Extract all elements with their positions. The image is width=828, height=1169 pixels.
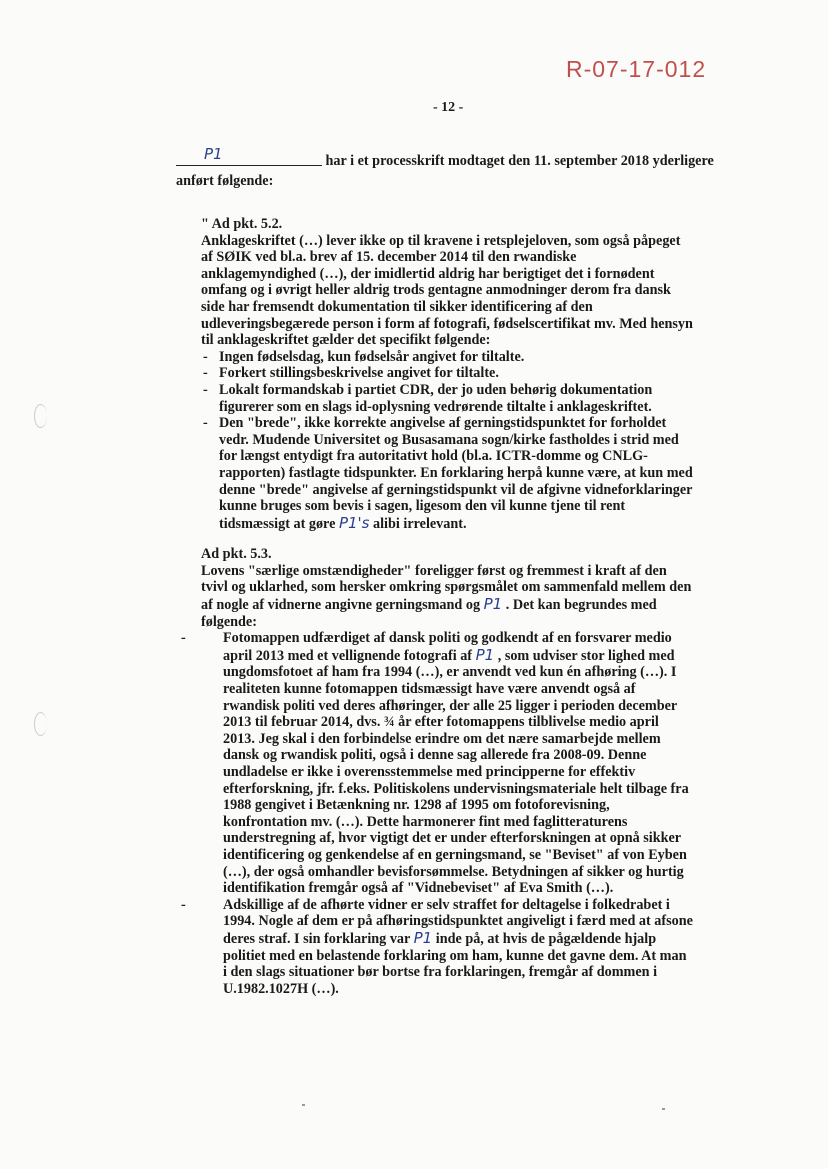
dash-marker: -: [181, 630, 186, 647]
handwritten-name: P1: [475, 645, 495, 664]
intro-paragraph: [176, 147, 716, 192]
list-item: [181, 896, 693, 998]
list-item-text: Forkert stillingsbeskrivelse angivet for tiltalte.: [219, 365, 499, 382]
list-item-text: Den "brede", ikke korrekte angivelse af gerningstidspunktet for forholdet vedr. Mudende Universitet og Busasamana sogn/kirke fastholdes i strid med for længst entydigt fra autoritativt hold (bl.a. ICTR-domme og CNLG-rapporten) fastlagte tidspunkter. En forklaring herpå kunne være, at kun med denne "brede" angivelse af gerningstidspunkt vil de afgivne vidneforklaringer kunne bruges som bevis i sagen, ligesom den vil kunne tjene til rent tidsmæssigt at gøre: [219, 415, 693, 532]
list-item: [181, 630, 693, 897]
scan-artifact: [34, 712, 47, 736]
scan-artifact: [34, 404, 47, 428]
dash-marker: -: [203, 381, 208, 398]
dash-marker: -: [203, 365, 208, 382]
scan-speck: [662, 1108, 665, 1110]
dash-marker: -: [181, 896, 186, 913]
list-item: [201, 349, 693, 366]
list-item-text: Fotomappen udfærdiget af dansk politi og godkendt af en forsvarer medio april 2013 med et vellignende fotografi af: [223, 630, 672, 664]
handwritten-name: P1: [413, 928, 433, 947]
list-item-text: inde på, at hvis de pågældende hjalp politiet med en belastende forklaring om ham, kunne det gavne dem. At man i den slags situationer bør bortse fra forklaringen, fremgår af dommen i U.1982.1027H (…).: [223, 930, 687, 997]
section-bullet-list: [201, 349, 693, 533]
scan-speck: [302, 1104, 305, 1106]
list-item-text: Ingen fødselsdag, kun fødselsår angivet for tiltalte.: [219, 348, 525, 365]
section-heading: Ad pkt. 5.3.: [201, 546, 272, 563]
section-paragraph: [201, 563, 693, 630]
dash-marker: -: [203, 348, 208, 365]
list-item-text: Lokalt formandskab i partiet CDR, der jo uden behørig dokumentation figurerer som en slags id-oplysning vedrørende tiltalte i anklageskriftet.: [219, 381, 653, 415]
name-blank-line: [176, 147, 322, 166]
list-item: [201, 365, 693, 382]
dash-marker: -: [203, 415, 208, 432]
list-item-text: Adskillige af de afhørte vidner er selv straffet for deltagelse i folkedrabet i 1994. Nogle af dem er på afhøringstidspunktet angiveligt i færd med at afsone deres straf. I sin forklaring var: [223, 896, 693, 947]
quoted-submission: [181, 216, 693, 997]
section-bullet-list: [181, 630, 693, 997]
list-item: [201, 415, 693, 532]
section-block: [181, 546, 693, 997]
list-item: [201, 382, 693, 415]
section-paragraph: Anklageskriftet (…) lever ikke op til kravene i retsplejeloven, som også påpeget af SØIK ved bl.a. brev af 15. december 2014 til den rwandiske anklagemyndighed (…), der imidlertid aldrig har berigtiget det i fornødent omfang og i øvrigt heller aldrig trods gentagne anmodninger derom fra dansk side har fremsendt dokumentation til sikker identificering af den udleveringsbegærede person i form af fotografi, fødselscertifikat mv. Med hensyn til anklageskriftet gælder det specifikt følgende:: [201, 232, 693, 349]
list-item-text: alibi irrelevant.: [373, 515, 467, 532]
handwritten-name: P1: [483, 595, 503, 614]
paragraph-text: . Det kan begrundes med følgende:: [201, 597, 657, 630]
intro-text: har i et processkrift modtaget den 11. september 2018 yderligere anført følgende:: [176, 153, 714, 189]
handwritten-name: P1: [204, 145, 223, 163]
section-heading: " Ad pkt. 5.2.: [201, 216, 283, 232]
case-reference-stamp: R-07-17-012: [566, 56, 707, 82]
page-number: - 12 -: [433, 100, 464, 115]
paragraph-text: Lovens "særlige omstændigheder" foreligger først og fremmest i kraft af den tvivl og uklarhed, som hersker omkring spørgsmålet om sammenfald mellem den af nogle af vidnerne angivne gerningsmand og: [201, 562, 692, 614]
handwritten-name: P1's: [338, 513, 370, 532]
list-item-text: , som udviser stor lighed med ungdomsfotoet af ham fra 1994 (…), er anvendt ved kun én afhøring (…). I realiteten kunne fotomappen tidsmæssigt have være anvendt også af rwandisk politi ved deres afhøringer, der alle 25 ligger i perioden december 2013 til februar 2014, dvs. ¾ år efter fotomappens tilblivelse medio april 2013. Jeg skal i den forbindelse erindre om det nære samarbejde mellem dansk og rwandisk politi, også i denne sag allerede fra 2008-09. Denne undladelse er ikke i overensstemmelse med principperne for effektiv efterforskning, jfr. f.eks. Politiskolens undervisningsmateriale helt tilbage fra 1988 gengivet i Betænkning nr. 1298 af 1995 om fotoforevisning, konfrontation mv. (…). Dette harmonerer fint med faglitteraturens understregning af, hvor vigtigt det er under efterforskningen at opnå sikker identificering og genkendelse af en gerningsmand, se "Beviset" af von Eyben (…), der også omhandler bevisforsømmelse. Betydningen af sikker og hurtig identifikation fremgår også af "Vidnebeviset" af Eva Smith (…).: [223, 647, 689, 897]
